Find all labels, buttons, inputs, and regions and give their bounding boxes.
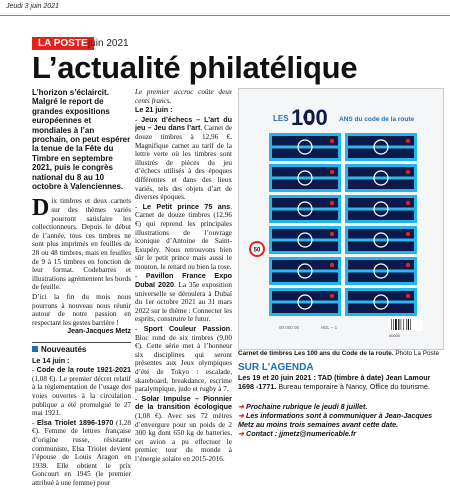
section-heading [32,346,131,355]
stamp-entry-title: Elsa Triolet 1896-1970 [37,417,114,427]
stamp-entry: - Pavillon France Expo Dubaï 2020. La 35e exposition universelle se déroulera à Dubaï du 1er octobre 2021 au 31 mars 2022 sur le thème : Connecter les esprits, construire le futur. [135,271,233,324]
stamp-tile [345,257,417,285]
stamp-entry-continued [135,88,232,105]
agenda-heading: SUR L’AGENDA [238,362,314,373]
square-bullet-icon [32,346,38,352]
stamp-tile [345,226,417,254]
note-contact-text: Contact : jjmetz@numericable.fr [246,429,357,438]
note-info-text: Les informations sont à communiquer à Jean-Jacques Metz au moins trois semaines avant cette date. [238,411,433,429]
article-column-1 [32,88,131,488]
stamp-entry: - Le Petit prince 75 ans. Carnet de douze timbres (12,96 €) qui reprend les principales illustrations de l’ouvrage iconique d’Antoine de Saint-Exupéry. Nous retrouvons bien sûr le petit prince mais aussi le mouton, le renard ou bien la rose. [135,201,232,271]
barcode-number: 00000 [389,333,401,338]
arrow-right-icon: ➜ [238,411,245,420]
stamp-entry: - Sport Couleur Passion. Bloc rond de six timbres (9,00 €). Cette série met à l’honneur six disciplines qui seront présentes aux Jeux olympiques d’été de Tokyo : escalade, skateboard, breakdance, escrime paralympique, judo et rugby à 7. [135,324,232,394]
stamp-sheet-illustration [239,89,443,349]
stamp-entry-text: . Carnet de douze timbres (12,96 €) qui reprend les principales illustrations de l’ouvrage iconique d’Antoine de Saint-Exupéry. Nous retrouvons bien sûr le petit prince mais aussi le mouton, le renard ou bien la rose. [135,202,232,271]
stamp-entry-title: Solar Impulse – Pionnier de la transition écologique [135,393,232,412]
sheet-header-text: ANS du code de la route [339,116,415,123]
agenda-entry [238,373,444,391]
note-contact [238,429,444,438]
stamp-tile [269,164,341,192]
stamp-tile [269,226,341,254]
note-next [238,402,444,411]
stamp-entry-text: (1,28 €). Femme de lettres française d’origine russe, résistante communiste, Elsa Triolet devient l’épouse de Louis Aragon en 1939. Elle obtient le prix Goncourt en 1945 (le premier attribué à une femme) pour [32,418,131,487]
sheet-printing-code: HEL – 1 [321,325,338,330]
stamp-tile [345,164,417,192]
stamp-tile [269,288,341,316]
rubric-date: juin 2021 [88,38,129,49]
page-header-date: Jeudi 3 juin 2021 [6,3,59,10]
stamp-entry: - Jeux d’échecs – L’art du jeu – Jeu dans l’art. Carnet de douze timbres à 12,96 €. Magnifique carnet au tarif de la lettre verte où les timbres sont illustrés de pièces du jeu d’échecs utilisés à des époques différentes et dans des lieux variés, tels des objets d’art de diverses époques. [135,114,232,202]
stamp-entry-text: . Carnet de douze timbres à 12,96 €. Magnifique carnet au tarif de la lettre verte où les timbres sont illustrés de pièces du jeu d’échecs utilisés à des époques différentes et dans des lieux variés, tels des objets d’art de diverses époques. [135,124,232,202]
stamp-entry-title: Le Petit prince 75 ans [142,201,231,211]
notes-block [238,402,444,438]
stamp-tile [345,133,417,161]
date-heading: Le 21 juin : [135,105,173,115]
sheet-header-les: LES [273,114,289,123]
stamp-entry-text: . La 35e exposition universelle se déroulera à Dubaï du 1er octobre 2021 au 31 mars 2022 sur le thème : Connecter les esprits, construire le futur. [135,281,233,324]
sheet-header-number: 100 [291,105,328,130]
caption-title: Carnet de timbres Les 100 ans du Code de la route. [238,350,394,357]
header-divider [0,15,450,16]
paragraph-text: ix timbres et deux carnets sur des thèmes variés pourront satisfaire les collectionneurs. Depuis le début de l’année, tous ces timbres ne sont plus imprimés en feuilles de 28 ou 48 timbres, mais en feuilles de 9 à 15 timbres en fonction de leur format. Codebarres et illustrations agrémentent les bords de feuille. [32,197,131,292]
stamp-sheet-photo [238,88,444,350]
page-title: L’actualité philatélique [32,50,358,85]
photo-caption [238,350,444,358]
stamp-entry-title: Jeux d’échecs – L’art du jeu – Jeu dans l’art [135,114,232,133]
stamp-entry: - Solar Impulse – Pionnier de la transition écologique (1,08 €). Avec ses 72 mètres d’envergure pour un poids de 2 300 kg dont 650 kg de batteries, cet avion a pu effectuer le premier tour du monde à l’énergie solaire en 2015-2016. [135,393,232,463]
stamp-entry-title: Code de la route 1921-2021 [36,365,131,375]
stamp-entry: - Elsa Triolet 1896-1970 (1,28 €). Femme de lettres française d’origine russe, résistante communiste, Elsa Triolet devient l’épouse de Louis Aragon en 1939. Elle obtient le prix Goncourt en 1945 (le premier attribué à une femme) pour [32,417,131,487]
barcode-icon [389,317,423,331]
stamp-tile [269,133,341,161]
date-heading: Le 14 juin : [32,355,70,365]
book-title: Le premier accroc coûte deux cents francs. [135,88,232,105]
stamp-tile [345,288,417,316]
arrow-right-icon: ➜ [238,429,245,438]
article-column-2 [135,88,232,465]
stamp-tile [345,195,417,223]
section-divider [32,342,131,343]
article-lead: L’horizon s’éclaircit. Malgré le report de grandes expositions européennes et mondiales à l’an prochain, on peut espérer la tenue de la Fête du Timbre en septembre 2021, puis le congrès national du 8 au 10 octobre à Valenciennes. [32,88,131,192]
stamp-entry: - Code de la route 1921-2021 (1,08 €). Le premier décret relatif à la réglementation de l’usage des voies ouvertes à la circulation publique a été promulgué le 27 mai 1921. [32,365,131,418]
stamp-entry-text: (1,08 €). Avec ses 72 mètres d’envergure pour un poids de 2 300 kg dont 650 kg de batteries, cet avion a pu effectuer le premier tour du monde à l’énergie solaire en 2015-2016. [135,411,232,463]
stamp-entry-text: . Bloc rond de six timbres (9,00 €). Cette série met à l’honneur six disciplines qui seront présentes aux Jeux olympiques d’été de Tokyo : escalade, skateboard, breakdance, escrime paralympique, judo et rugby à 7. [135,325,232,394]
stamp-entry-title: Sport Couleur Passion [143,324,231,334]
arrow-right-icon: ➜ [238,402,245,411]
stamp-tile [269,257,341,285]
author-signature: Jean-Jacques Metz [67,328,131,336]
article-paragraph: D’ici la fin du mois nous pourrons à nouveau nous réunir autour de notre passion en respectant les gestes barrière ! [32,293,131,327]
speed-sign-icon [250,242,264,256]
barcode-bars [391,319,411,330]
svg-text:50: 50 [253,247,261,254]
stamp-entry-title: Pavillon France Expo Dubaï 2020 [135,271,232,290]
note-info [238,411,444,429]
stamp-tile [269,195,341,223]
caption-credit: Photo La Poste [395,350,440,357]
stamp-entry-text: (1,08 €). Le premier décret relatif à la réglementation de l’usage des voies ouvertes à la circulation publique a été promulgué le 27 mai 1921. [32,374,131,418]
rubric-label: LA POSTE [32,37,94,50]
note-next-text: Prochaine rubrique le jeudi 8 juillet. [246,402,368,411]
drop-cap: D [32,195,50,222]
section-heading-text: Nouveautés [41,344,87,354]
sheet-printing-number: 00 000 00 [279,325,300,330]
agenda-dates: Les 19 et 20 juin 2021 : TAD (timbre à date) Jean Lamour 1698 -1771. [238,373,431,391]
agenda-details: Bureau temporaire à Nancy, Office du tourisme. [278,382,430,391]
article-paragraph [32,197,131,292]
